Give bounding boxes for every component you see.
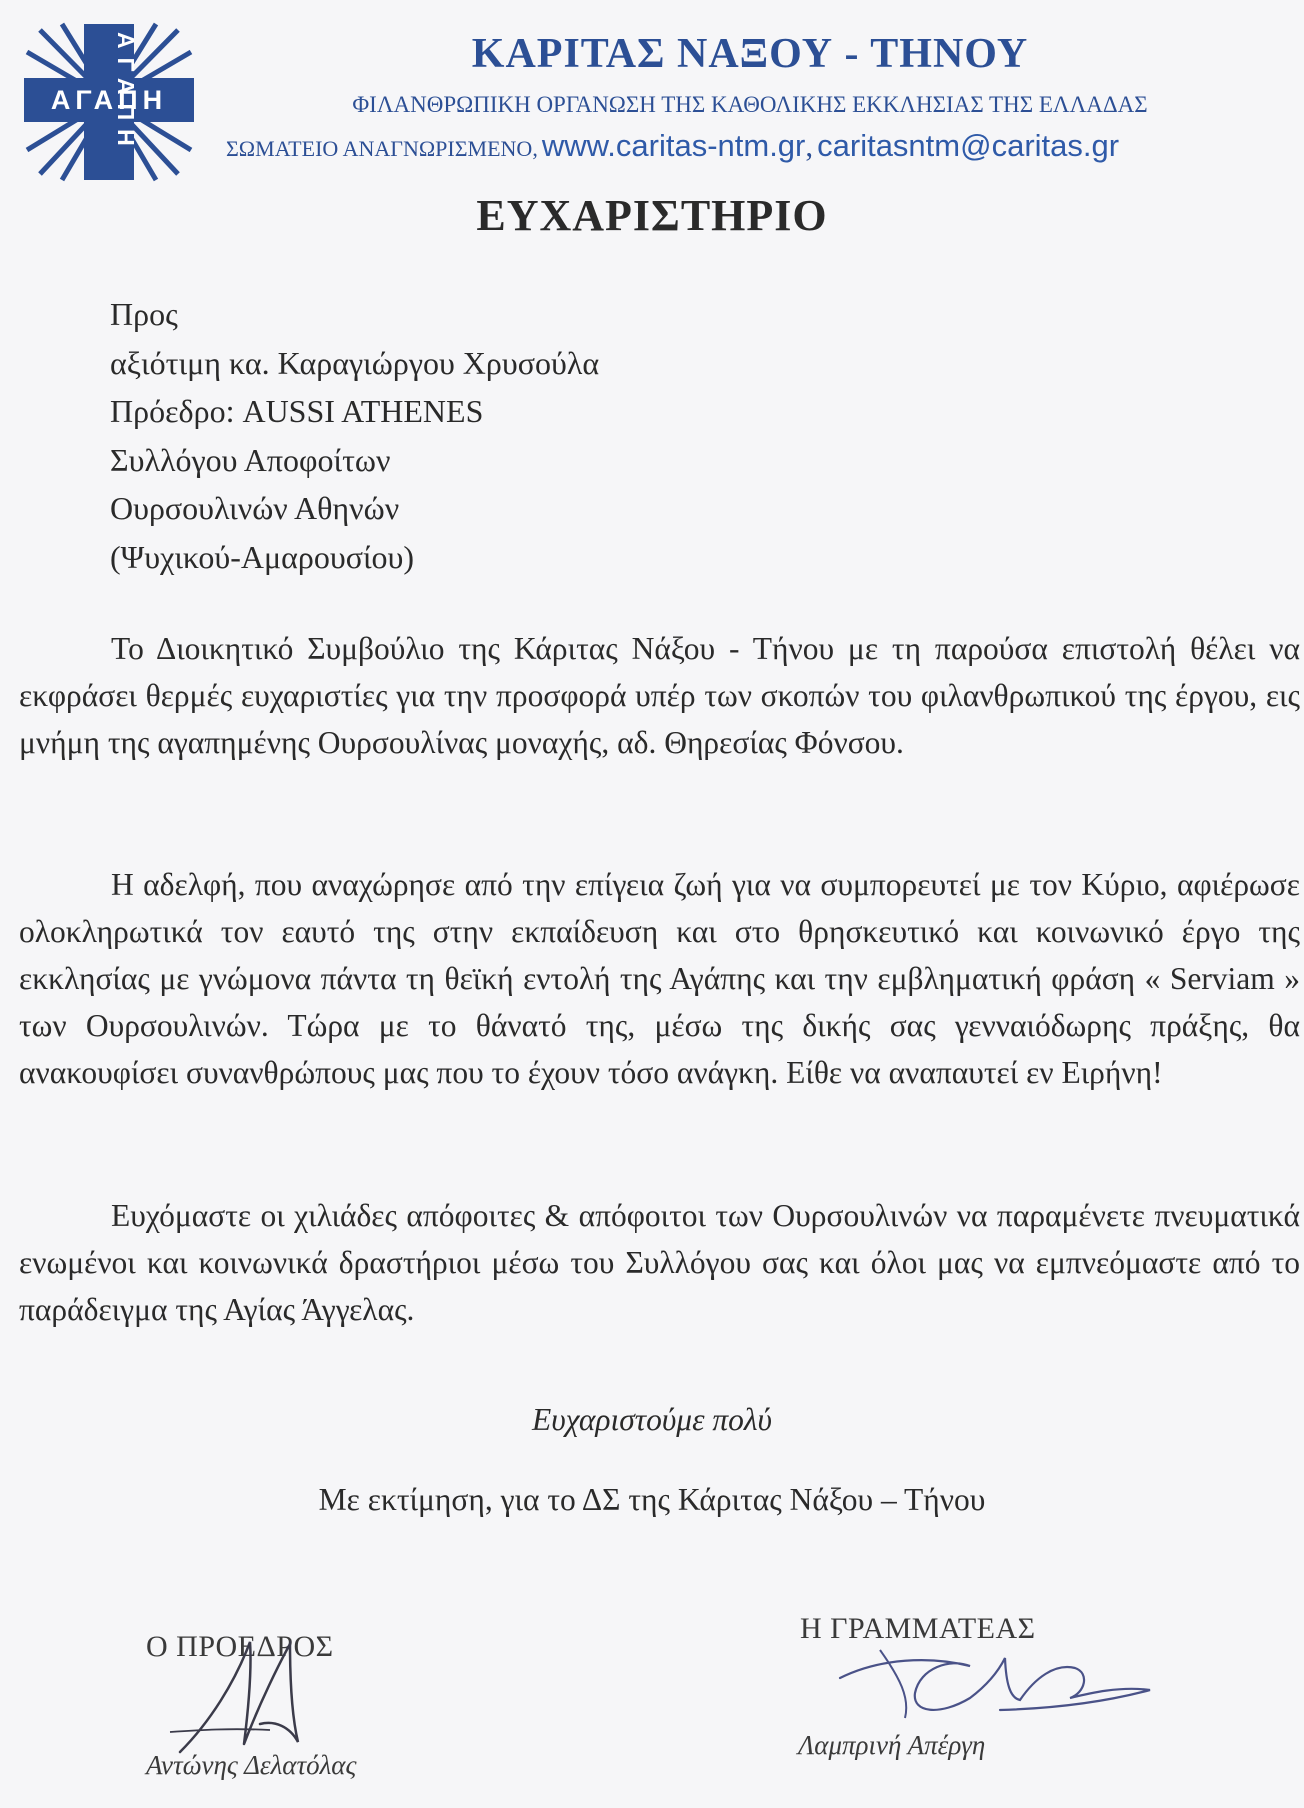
address-to: Προς xyxy=(110,296,178,332)
address-line: Πρόεδρο: AUSSI ATHENES xyxy=(110,393,484,429)
svg-text:ΑΓΑΠΗ: ΑΓΑΠΗ xyxy=(50,85,168,115)
body-paragraph: Ευχόμαστε οι χιλιάδες απόφοιτες & απόφοιτοι των Ουρσουλινών να παραμένετε πνευματικά ενωμένοι και κοινωνικά δραστήριοι μέσω του Συλλόγου σας και όλοι μας να εμπνεόμαστε από το παράδειγμα της Αγίας Άγγελας. xyxy=(19,1198,1300,1327)
body-paragraph: Το Διοικητικό Συμβούλιο της Κάριτας Νάξου - Τήνου με τη παρούσα επιστολή θέλει να εκφράσει θερμές ευχαριστίες για την προσφορά υπέρ των σκοπών του φιλανθρωπικού της έργου, εις μνήμη της αγαπημένης Ουρσουλίνας μοναχής, αδ. Θηρεσίας Φόνσου. xyxy=(19,631,1300,760)
body-paragraph: Η αδελφή, που αναχώρησε από την επίγεια ζωή για να συμπορευτεί με τον Κύριο, αφιέρωσε ολοκληρωτικά τον εαυτό της στην εκπαίδευση και στο θρησκευτικό και κοινωνικό έργο της εκκλησίας με γνώμονα πάντα τη θεϊκή εντολή της Αγάπης και την εμβληματική φράση « Serviam » των Ουρσουλινών. Τώρα με το θάνατό της, μέσω της δικής σας γενναιόδωρης πράξης, θα ανακουφίσει συνανθρώπους μας που το έχουν τόσο ανάγκη. Είθε να αναπαυτεί εν Ειρήνη! xyxy=(19,867,1300,1090)
president-signature xyxy=(140,1632,370,1762)
president-name: Αντώνης Δελατόλας xyxy=(146,1750,357,1780)
address-line: Συλλόγου Αποφοίτων xyxy=(110,441,391,478)
registered-label: ΣΩΜΑΤΕΙΟ ΑΝΑΓΝΩΡΙΣΜΕΝΟ, xyxy=(226,136,538,161)
website-link[interactable]: www.caritas-ntm.gr xyxy=(541,128,806,163)
secretary-name: Λαμπρινή Απέργη xyxy=(798,1730,986,1760)
email-link[interactable]: caritasntm@caritas.gr xyxy=(817,128,1120,163)
contact-separator: , xyxy=(805,128,814,163)
address-line: (Ψυχικού-Αμαρουσίου) xyxy=(110,538,415,575)
address-line: αξιότιμη κα. Καραγιώργου Χρυσούλα xyxy=(110,344,600,381)
secretary-role: Η ΓΡΑΜΜΑΤΕΑΣ xyxy=(800,1612,1036,1645)
closing-regards: Με εκτίμηση, για το ΔΣ της Κάριτας Νάξου – Τήνου xyxy=(318,1482,986,1517)
document-title: ΕΥΧΑΡΙΣΤΗΡΙΟ xyxy=(476,191,828,240)
org-contact-line xyxy=(226,128,1276,164)
secretary-signature xyxy=(820,1638,1180,1728)
address-block xyxy=(110,290,599,581)
svg-text:ΑΓΑΠΗ: ΑΓΑΠΗ xyxy=(113,32,139,155)
president-role: Ο ΠΡΟΕΔΡΟΣ xyxy=(146,1630,334,1663)
caritas-agapi-logo xyxy=(22,22,196,182)
closing-thanks: Ευχαριστούμε πολύ xyxy=(531,1402,773,1437)
org-subtitle: ΦΙΛΑΝΘΡΩΠΙΚΗ ΟΡΓΑΝΩΣΗ ΤΗΣ ΚΑΘΟΛΙΚΗΣ ΕΚΚΛΗΣΙΑΣ ΤΗΣ ΕΛΛΑΔΑΣ xyxy=(352,92,1148,117)
address-line: Ουρσουλινών Αθηνών xyxy=(110,490,400,526)
org-name: ΚΑΡΙΤΑΣ ΝΑΞΟΥ - ΤΗΝΟΥ xyxy=(471,31,1029,77)
